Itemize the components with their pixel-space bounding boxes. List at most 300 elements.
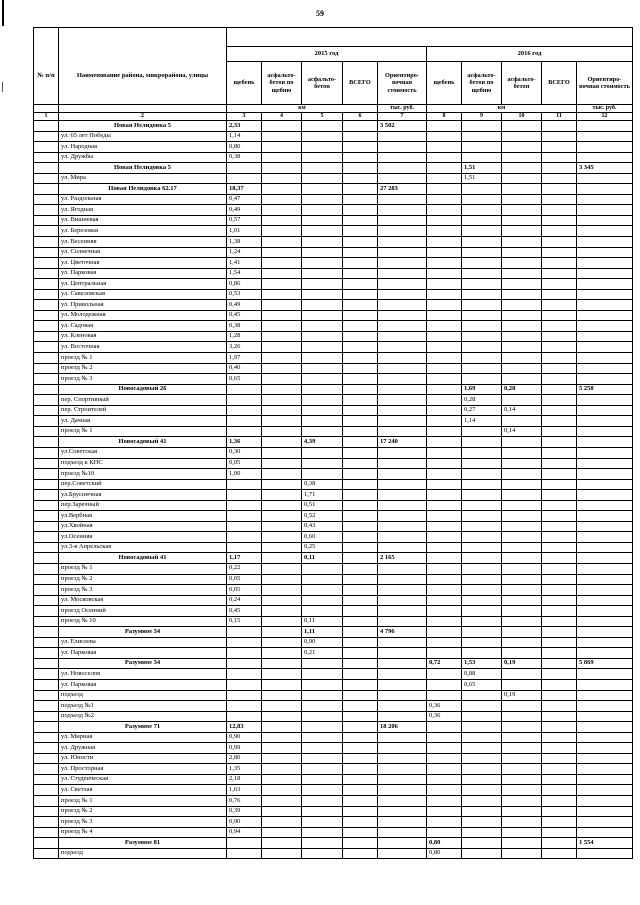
value-cell [542,131,577,142]
value-cell [227,479,262,490]
value-cell [462,553,502,564]
value-cell [462,521,502,532]
table-row [34,310,633,321]
street-name: подъезд №1 [59,701,227,712]
value-cell [302,679,343,690]
value-cell [343,258,378,269]
value-cell [378,806,427,817]
value-cell [343,289,378,300]
value-cell [343,838,378,849]
group-row [34,627,633,638]
value-cell [577,184,633,195]
value-cell [577,405,633,416]
value-cell [427,426,462,437]
value-cell [577,353,633,364]
value-cell [577,627,633,638]
value-cell [462,331,502,342]
value-cell [343,532,378,543]
value-cell [262,658,302,669]
value-cell [542,289,577,300]
value-cell [427,796,462,807]
value-cell [343,226,378,237]
margin-mark [2,82,3,92]
value-cell [262,458,302,469]
value-cell [378,669,427,680]
value-cell [378,774,427,785]
unit-rub: тыс. руб. [577,105,633,113]
value-cell [227,637,262,648]
row-number-cell [34,405,59,416]
table-row [34,637,633,648]
value-cell [343,353,378,364]
value-cell: 0,57 [227,215,262,226]
value-cell [577,247,633,258]
value-cell [502,374,542,385]
value-cell [262,258,302,269]
header-units-row [34,105,633,113]
value-cell [343,173,378,184]
table-row [34,585,633,596]
value-cell [542,173,577,184]
value-cell [577,690,633,701]
value-cell [378,585,427,596]
value-cell [577,152,633,163]
district-name: Новая Нелидовка 5 [59,121,227,132]
value-cell [302,785,343,796]
value-cell [427,479,462,490]
value-cell [427,437,462,448]
value-cell [542,817,577,828]
value-cell [343,447,378,458]
table-row [34,131,633,142]
value-cell [343,152,378,163]
value-cell [577,785,633,796]
value-cell [378,374,427,385]
value-cell: 2,80 [227,753,262,764]
street-name: ул. Вишневая [59,215,227,226]
street-name: ул. Московская [59,595,227,606]
header-blank-row [34,28,633,47]
value-cell [343,131,378,142]
district-name: Новосадовый 41 [59,553,227,564]
value-cell [302,374,343,385]
value-cell [302,458,343,469]
street-name: ул. Парковая [59,268,227,279]
row-number-cell [34,848,59,859]
value-cell [302,732,343,743]
value-cell [262,163,302,174]
value-cell [502,827,542,838]
value-cell [343,711,378,722]
value-cell [378,532,427,543]
value-cell [427,817,462,828]
value-cell [577,606,633,617]
value-cell [378,268,427,279]
value-cell [577,743,633,754]
col-number: 7 [378,113,427,121]
value-cell [502,321,542,332]
value-cell [302,817,343,828]
value-cell [378,479,427,490]
table-row [34,616,633,627]
value-cell [577,616,633,627]
value-cell: 1,01 [227,226,262,237]
table-row [34,342,633,353]
table-row [34,279,633,290]
value-cell [427,384,462,395]
street-name: ул. Дружбы [59,152,227,163]
value-cell [302,595,343,606]
value-cell [343,827,378,838]
value-cell [343,553,378,564]
row-number-cell [34,690,59,701]
street-name: проезд № 2 [59,574,227,585]
value-cell [302,447,343,458]
row-number-cell [34,142,59,153]
value-cell [262,237,302,248]
value-cell [462,458,502,469]
value-cell: 1,71 [302,490,343,501]
value-cell [343,395,378,406]
value-cell [542,627,577,638]
value-cell [378,226,427,237]
value-cell [227,416,262,427]
table-row [34,374,633,385]
value-cell [262,121,302,132]
value-cell [227,500,262,511]
value-cell [302,268,343,279]
value-cell [378,173,427,184]
value-cell [302,321,343,332]
value-cell [542,848,577,859]
value-cell [502,226,542,237]
value-cell [502,563,542,574]
value-cell [542,511,577,522]
value-cell: 0,47 [227,194,262,205]
value-cell [577,121,633,132]
value-cell [542,521,577,532]
value-cell [378,395,427,406]
value-cell [577,426,633,437]
header-colnum-row [34,113,633,121]
value-cell [542,152,577,163]
value-cell [343,331,378,342]
value-cell [262,374,302,385]
street-name: ул. Привольная [59,300,227,311]
value-cell [262,437,302,448]
value-cell [427,732,462,743]
table-row [34,258,633,269]
value-cell [427,289,462,300]
row-number-cell [34,416,59,427]
value-cell [502,553,542,564]
row-number-cell [34,395,59,406]
value-cell [378,648,427,659]
street-name: ул.Хвойная [59,521,227,532]
value-cell [378,163,427,174]
value-cell [542,669,577,680]
value-cell [302,152,343,163]
group-row [34,121,633,132]
table-row [34,669,633,680]
value-cell [542,469,577,480]
value-cell [378,405,427,416]
value-cell [343,848,378,859]
value-cell [502,215,542,226]
value-cell [262,279,302,290]
table-row [34,268,633,279]
value-cell [343,796,378,807]
value-cell [427,679,462,690]
value-cell [542,827,577,838]
value-cell [302,205,343,216]
value-cell [462,648,502,659]
value-cell [577,711,633,722]
row-number-cell [34,806,59,817]
value-cell [427,637,462,648]
value-cell [302,469,343,480]
value-cell [502,542,542,553]
value-cell [302,237,343,248]
value-cell [227,669,262,680]
row-number-cell [34,458,59,469]
value-cell [462,774,502,785]
value-cell [302,669,343,680]
value-cell [577,268,633,279]
value-cell [262,785,302,796]
value-cell [427,395,462,406]
value-cell [542,184,577,195]
street-name: ул. Парковая [59,648,227,659]
value-cell [302,279,343,290]
value-cell [378,753,427,764]
value-cell [378,447,427,458]
row-number-cell [34,627,59,638]
value-cell [343,469,378,480]
value-cell [378,237,427,248]
table-row [34,215,633,226]
value-cell: 0,90 [227,817,262,828]
row-number-cell [34,426,59,437]
value-cell [427,743,462,754]
table-row [34,490,633,501]
row-number-cell [34,521,59,532]
subcol-header: щебень [427,62,462,105]
district-name: Новосадовый 26 [59,384,227,395]
value-cell [227,648,262,659]
table-row [34,237,633,248]
value-cell [378,595,427,606]
value-cell [502,479,542,490]
value-cell [542,194,577,205]
value-cell [378,363,427,374]
value-cell [343,121,378,132]
value-cell [378,469,427,480]
value-cell [378,827,427,838]
col-number: 11 [542,113,577,121]
street-name: ул. Новоселов [59,669,227,680]
value-cell [302,331,343,342]
value-cell [577,321,633,332]
value-cell [577,237,633,248]
value-cell [343,163,378,174]
value-cell [542,500,577,511]
value-cell [427,416,462,427]
value-cell [262,774,302,785]
value-cell [577,490,633,501]
value-cell [462,131,502,142]
value-cell [302,690,343,701]
value-cell [302,563,343,574]
value-cell: 0,36 [427,701,462,712]
row-number-cell [34,205,59,216]
street-name: ул. Ягодная [59,205,227,216]
row-number-cell [34,764,59,775]
value-cell [462,310,502,321]
row-number-cell [34,658,59,669]
value-cell [302,163,343,174]
value-cell [577,637,633,648]
value-cell [427,753,462,764]
table-row [34,521,633,532]
value-cell [577,215,633,226]
value-cell [427,237,462,248]
row-number-cell [34,479,59,490]
row-number-cell [34,447,59,458]
row-number-cell [34,237,59,248]
value-cell: 0,43 [302,521,343,532]
table-row [34,416,633,427]
row-number-cell [34,258,59,269]
value-cell [343,215,378,226]
value-cell [262,838,302,849]
value-cell [577,542,633,553]
value-cell [302,310,343,321]
value-cell [227,511,262,522]
value-cell [502,289,542,300]
year-2016-header: 2016 год [427,47,633,62]
row-number-cell [34,574,59,585]
street-name: проезд № 10 [59,616,227,627]
value-cell [343,563,378,574]
page-number: 59 [316,9,324,18]
value-cell [427,490,462,501]
value-cell [378,247,427,258]
value-cell [462,690,502,701]
value-cell [577,563,633,574]
subcol-header: щебень [227,62,262,105]
value-cell [427,226,462,237]
value-cell [462,785,502,796]
row-number-cell [34,553,59,564]
value-cell: 1,53 [462,658,502,669]
value-cell [262,131,302,142]
value-cell [462,848,502,859]
value-cell [302,827,343,838]
street-name: подъезд №2 [59,711,227,722]
value-cell [542,743,577,754]
value-cell [462,542,502,553]
value-cell [577,226,633,237]
value-cell [427,585,462,596]
value-cell [427,163,462,174]
value-cell [427,447,462,458]
value-cell [542,215,577,226]
value-cell [302,838,343,849]
value-cell [378,764,427,775]
value-cell [262,827,302,838]
table-row [34,458,633,469]
value-cell: 0,19 [502,690,542,701]
street-name: ул. Дачная [59,416,227,427]
value-cell [378,416,427,427]
district-name: Разумное 71 [59,722,227,733]
value-cell [343,384,378,395]
value-cell [502,817,542,828]
value-cell: 1,35 [227,764,262,775]
value-cell [378,152,427,163]
value-cell [542,437,577,448]
col-number: 8 [427,113,462,121]
value-cell [462,469,502,480]
value-cell [462,616,502,627]
value-cell [502,469,542,480]
row-number-cell [34,184,59,195]
value-cell [343,437,378,448]
value-cell [502,743,542,754]
value-cell [262,416,302,427]
street-name: ул.Осенняя [59,532,227,543]
value-cell [427,690,462,701]
value-cell [502,669,542,680]
value-cell [577,363,633,374]
value-cell [502,163,542,174]
value-cell [462,142,502,153]
value-cell [462,732,502,743]
street-name: ул. Цветочная [59,258,227,269]
value-cell [577,142,633,153]
subcol-header: Ориентиро-вочная стоимость [378,62,427,105]
row-number-cell [34,226,59,237]
value-cell [462,764,502,775]
row-number-cell [34,701,59,712]
value-cell [577,848,633,859]
value-cell [378,658,427,669]
value-cell: 0,99 [227,743,262,754]
value-cell [577,595,633,606]
value-cell [577,131,633,142]
row-number-cell [34,753,59,764]
district-name: Разумное 34 [59,658,227,669]
value-cell [427,764,462,775]
value-cell: 1,63 [227,785,262,796]
value-cell [262,447,302,458]
value-cell [502,796,542,807]
row-number-cell [34,679,59,690]
value-cell [462,205,502,216]
value-cell [462,447,502,458]
street-name: ул. Раздольная [59,194,227,205]
value-cell [427,194,462,205]
value-cell [577,817,633,828]
value-cell [343,490,378,501]
value-cell [262,574,302,585]
value-cell [302,585,343,596]
value-cell [427,827,462,838]
value-cell [427,321,462,332]
value-cell [462,806,502,817]
value-cell [462,743,502,754]
